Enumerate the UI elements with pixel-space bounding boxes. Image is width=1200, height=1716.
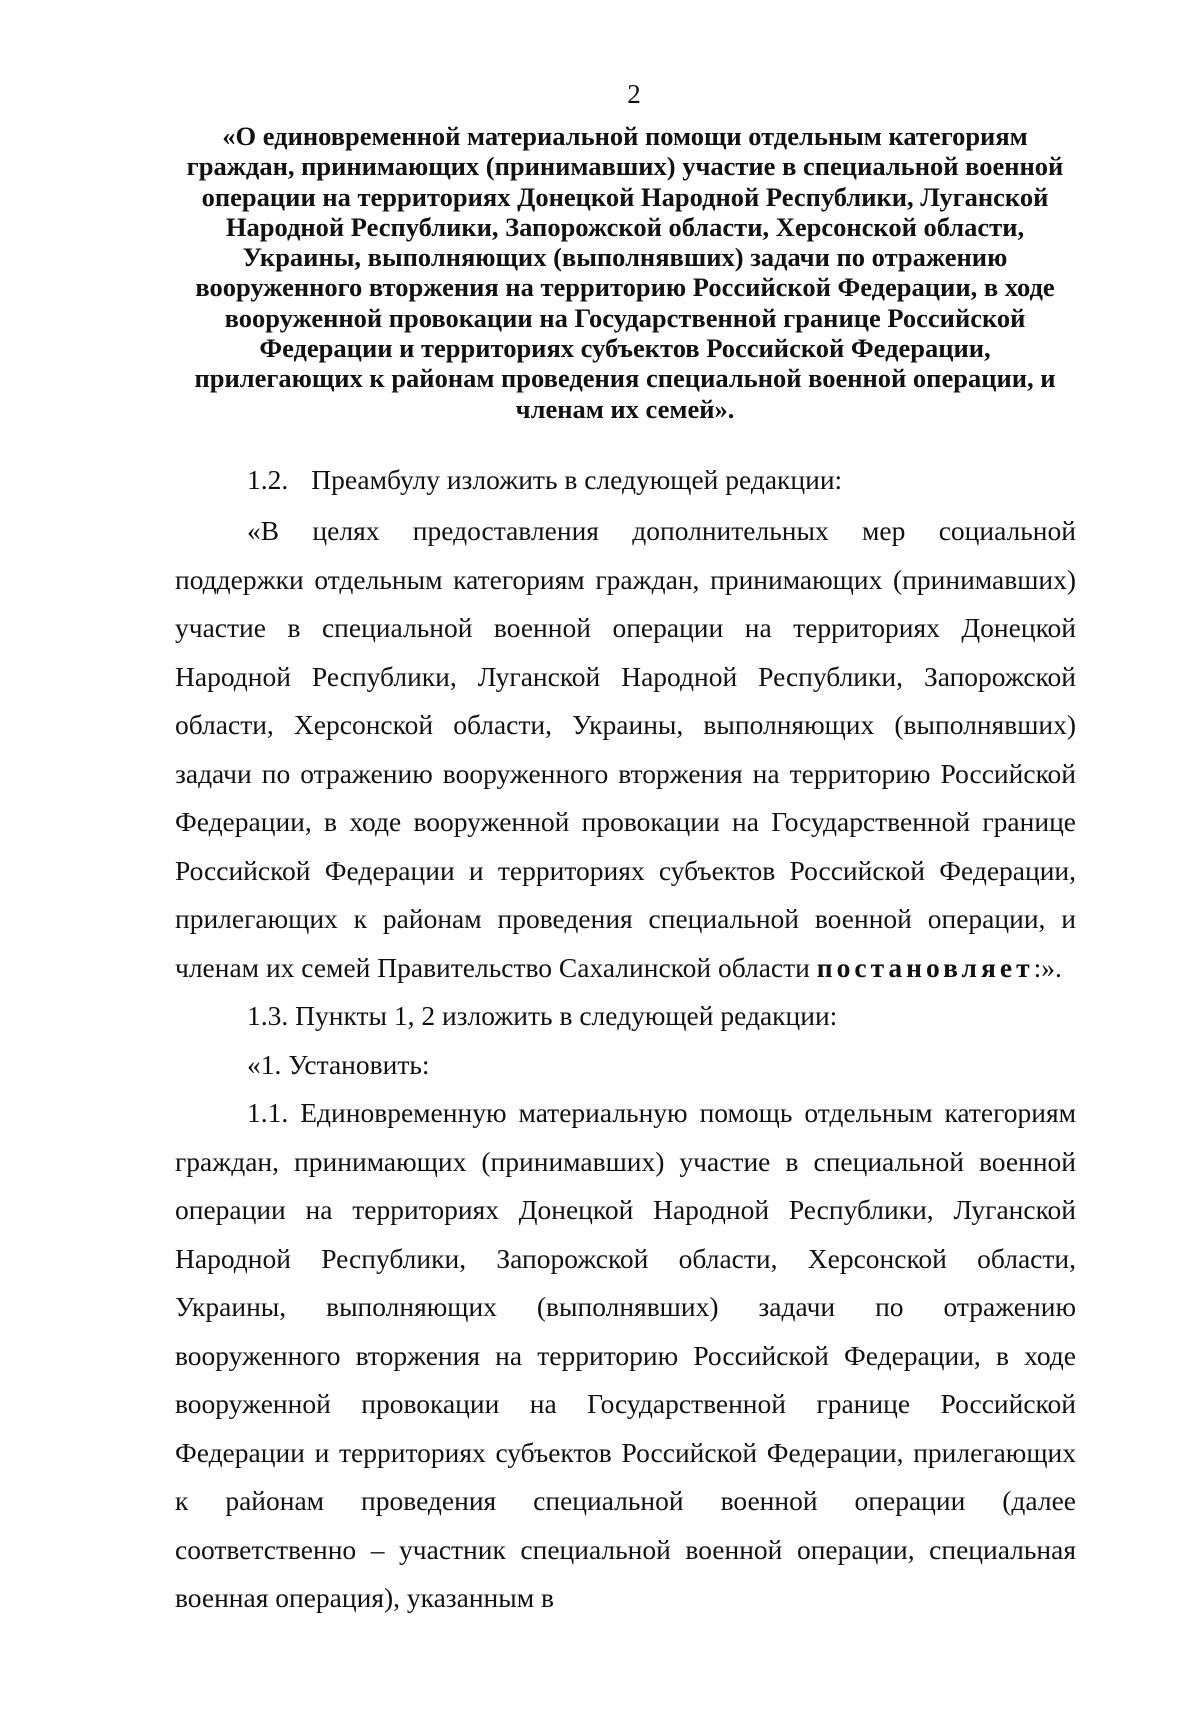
page-number: 2 — [627, 79, 641, 109]
preamble-emphasis: постановляет — [816, 951, 1034, 983]
document-body — [175, 460, 1076, 1623]
item-1-2-number: 1.2. — [247, 464, 289, 495]
item-1-2 — [175, 460, 1076, 500]
point-1-1: 1.1. Единовременную материальную помощь отдельным категориям граждан, принимающих (принимавших) участие в специальной военной операции на территориях Донецкой Народной Республики, Луганской Народной Республики, Запорожской области, Херсонской области, Украины, выполняющих (выполнявших) задачи по отражению вооруженного вторжения на территорию Российской Федерации, в ходе вооруженной провокации на Государственной границе Российской Федерации и территориях субъектов Российской Федерации, прилегающих к районам проведения специальной военной операции (далее соответственно – участник специальной военной операции, специальная военная операция), указанным в — [175, 1097, 1076, 1613]
resolution-title: «О единовременной материальной помощи отдельным категориям граждан, принимающих (принимавших) участие в специальной военной операции на территориях Донецкой Народной Республики, Луганской Народной Республики, Запорожской области, Херсонской области, Украины, выполняющих (выполнявших) задачи по отражению вооруженного вторжения на территорию Российской Федерации, в ходе вооруженной провокации на Государственной границе Российской Федерации и территориях субъектов Российской Федерации, прилегающих к районам проведения специальной военной операции, и членам их семей». — [186, 121, 1064, 424]
preamble-paragraph — [175, 507, 1076, 992]
item-1-3: 1.3. Пункты 1, 2 изложить в следующей редакции: — [247, 1000, 838, 1031]
point-1: «1. Установить: — [247, 1048, 430, 1080]
preamble-tail: :». — [1033, 951, 1062, 983]
item-1-2-text: Преамбулу изложить в следующей редакции: — [311, 464, 843, 495]
preamble-text: «В целях предоставления дополнительных мер социальной поддержки отдельным категориям граждан, принимающих (принимавших) участие в специальной военной операции на территориях Донецкой Народной Республики, Луганской Народной Республики, Запорожской области, Херсонской области, Украины, выполняющих (выполнявших) задачи по отражению вооруженного вторжения на территорию Российской Федерации, в ходе вооруженной провокации на Государственной границе Российской Федерации и территориях субъектов Российской Федерации, прилегающих к районам проведения специальной военной операции, и членам их семей Правительство Сахалинской области — [175, 515, 1076, 983]
